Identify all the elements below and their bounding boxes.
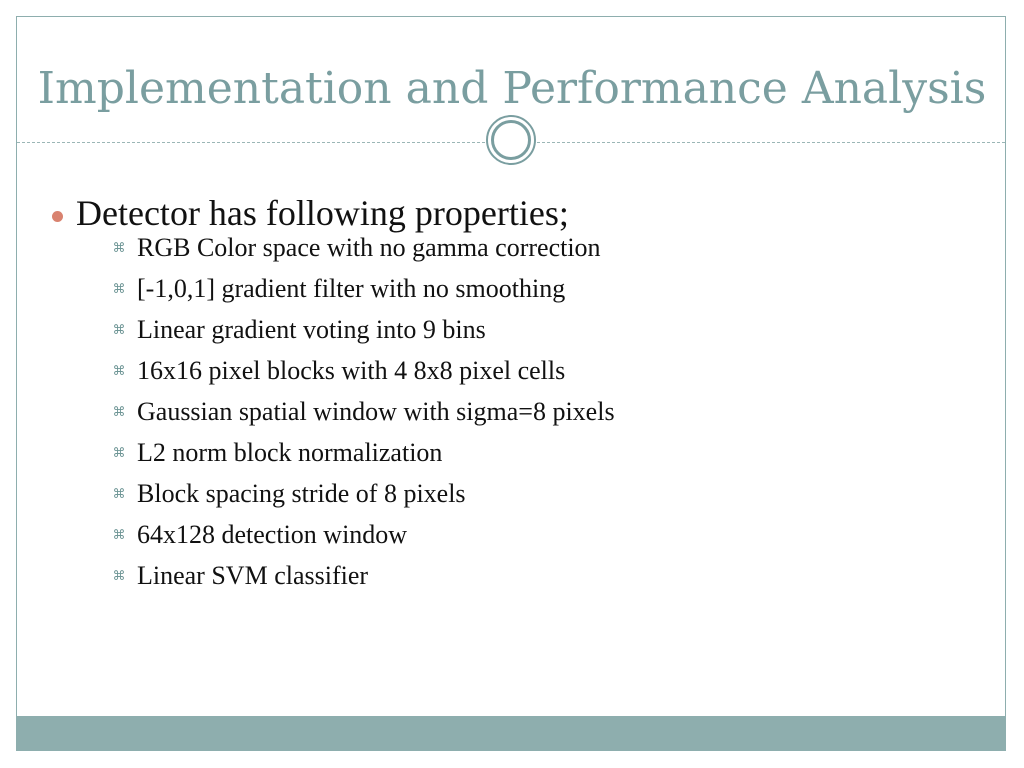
divider-circle-inner (491, 120, 531, 160)
slide-frame (16, 16, 1006, 751)
sub-bullet-marker-icon: ⌘ (112, 363, 126, 378)
sub-bullet-text: 16x16 pixel blocks with 4 8x8 pixel cells (137, 356, 566, 385)
bullet-dot-icon (52, 211, 63, 222)
sub-bullet-marker-icon: ⌘ (112, 322, 126, 337)
sub-bullet-text: Linear SVM classifier (137, 561, 369, 590)
sub-bullet-text: Linear gradient voting into 9 bins (137, 315, 486, 344)
footer-accent-bar (17, 716, 1005, 750)
sub-bullet-text: RGB Color space with no gamma correction (137, 233, 601, 262)
main-bullet-text: Detector has following properties; (76, 193, 569, 233)
sub-bullet-marker-icon: ⌘ (112, 568, 126, 583)
sub-bullet-marker-icon: ⌘ (112, 445, 126, 460)
divider-circle-icon (485, 114, 537, 166)
sub-bullet-text: Block spacing stride of 8 pixels (137, 479, 466, 508)
slide-title: Implementation and Performance Analysis (37, 63, 987, 114)
sub-bullet-text: 64x128 detection window (137, 520, 408, 549)
sub-bullet-text: [-1,0,1] gradient filter with no smoothing (137, 274, 566, 303)
sub-bullet-marker-icon: ⌘ (112, 404, 126, 419)
sub-bullet-marker-icon: ⌘ (112, 486, 126, 501)
sub-bullet-marker-icon: ⌘ (112, 240, 126, 255)
sub-bullet-marker-icon: ⌘ (112, 527, 126, 542)
sub-bullet-text: Gaussian spatial window with sigma=8 pixels (137, 397, 615, 426)
sub-bullet-text: L2 norm block normalization (137, 438, 443, 467)
sub-bullet-marker-icon: ⌘ (112, 281, 126, 296)
